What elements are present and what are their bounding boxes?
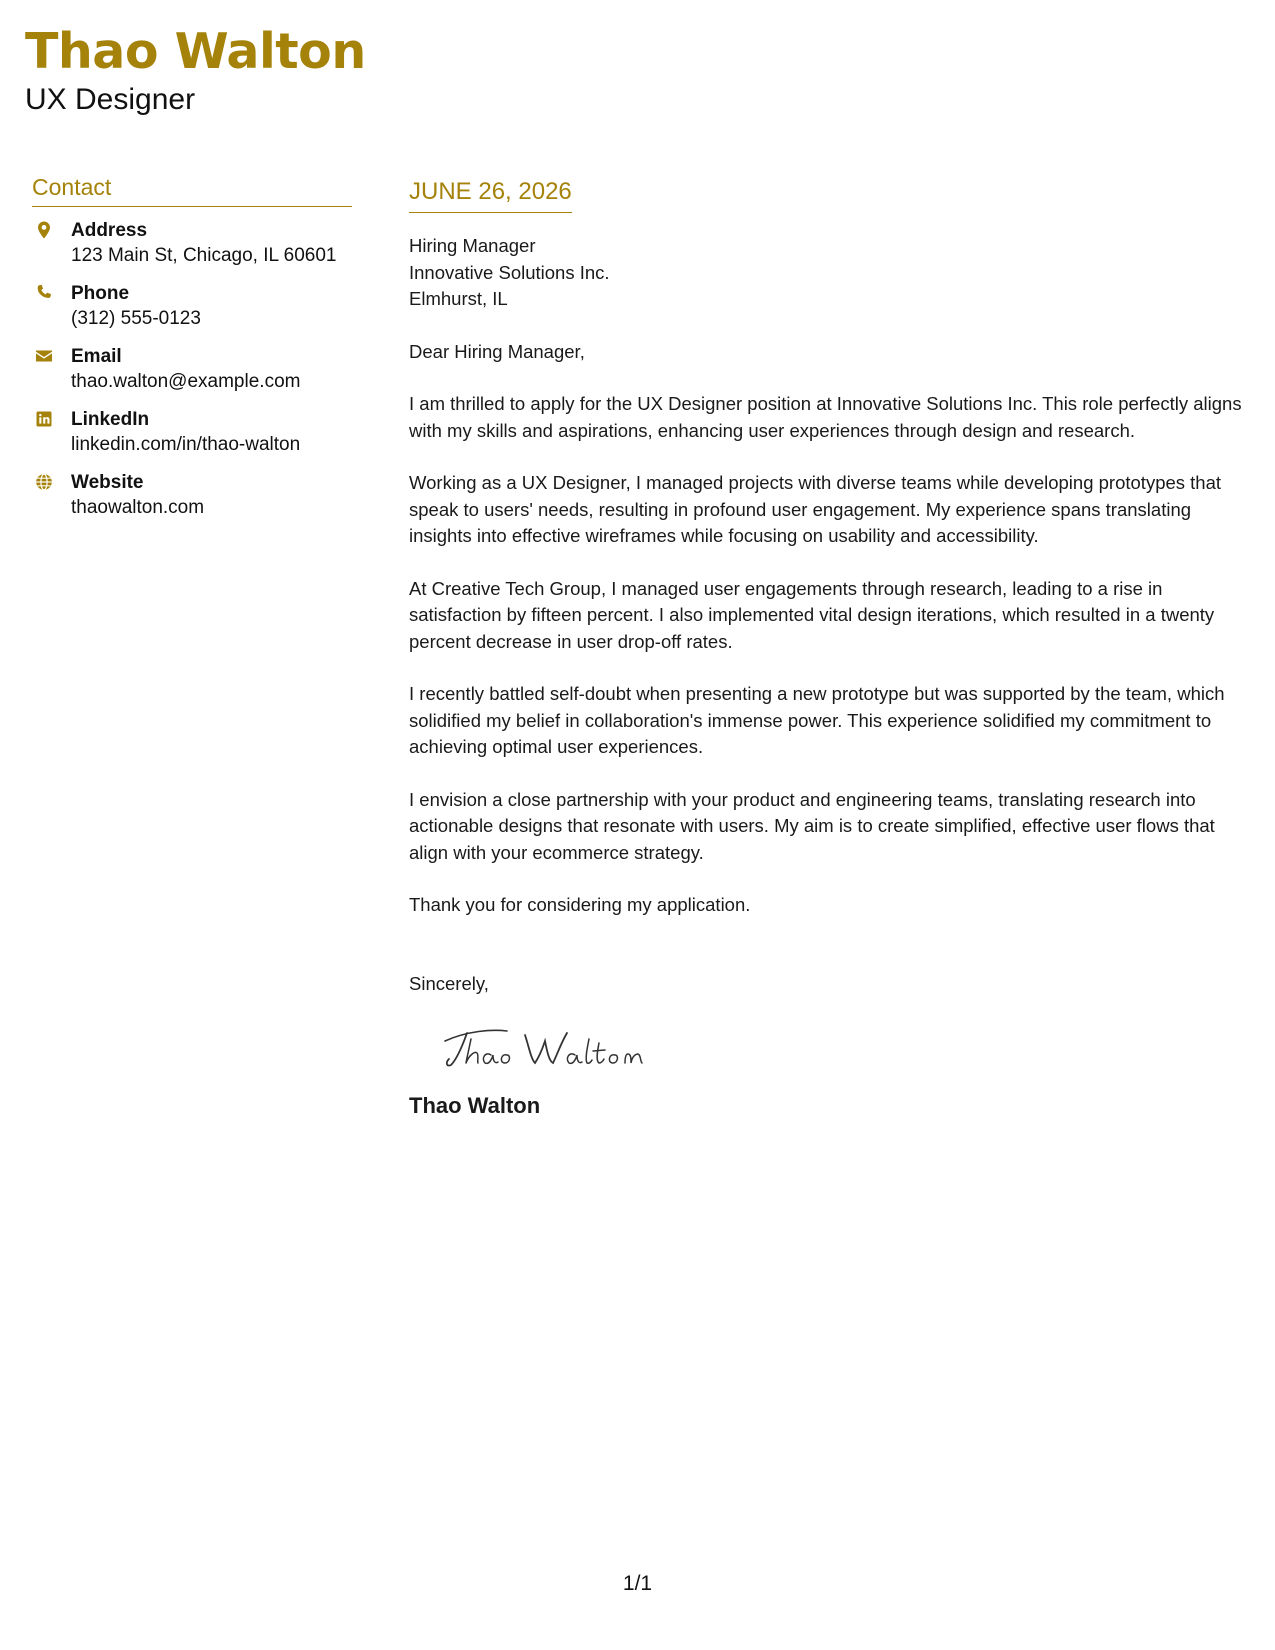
contact-label: LinkedIn (71, 409, 150, 430)
contact-item-phone (32, 282, 352, 331)
paragraph: Working as a UX Designer, I managed projects with diverse teams while developing prototypes that speak to users' needs, resulting in profound user engagement. My experience spans translating insights into effective wireframes while focusing on usability and accessibility. (409, 472, 1222, 546)
contact-label: Address (71, 220, 148, 241)
header (25, 22, 366, 118)
applicant-role: UX Designer (25, 83, 196, 116)
contact-label: Email (71, 346, 122, 367)
contact-item-address (32, 219, 352, 268)
contact-heading: Contact (32, 174, 352, 207)
handwritten-signature (437, 1017, 647, 1075)
contact-label: Phone (71, 283, 130, 304)
paragraph: At Creative Tech Group, I managed user engagements through research, leading to a rise in satisfaction by fifteen percent. I also implemented vital design iterations, which resulted in a twenty percent decrease in user drop-off rates. (409, 577, 1215, 652)
paragraph: Thank you for considering my application. (409, 894, 751, 915)
paragraph: I envision a close partnership with your product and engineering teams, translating research into actionable designs that resonate with users. My aim is to create simplified, effective user flows that align with your ecommerce strategy. (409, 788, 1215, 863)
phone-icon (34, 283, 54, 303)
address-value: 123 Main St, Chicago, IL 60601 (71, 245, 337, 266)
recipient-line: Hiring Manager (409, 235, 536, 256)
contact-item-email (32, 345, 352, 394)
website-value[interactable]: thaowalton.com (71, 497, 205, 518)
recipient-line: Innovative Solutions Inc. (409, 261, 610, 283)
recipient-block (409, 233, 1249, 313)
email-value[interactable]: thao.walton@example.com (71, 371, 301, 392)
envelope-icon (34, 346, 54, 366)
letter-date: JUNE 26, 2026 (409, 178, 572, 213)
closing: Sincerely, (409, 972, 489, 994)
signed-name: Thao Walton (409, 1093, 541, 1118)
greeting: Dear Hiring Manager, (409, 340, 585, 362)
letter-body (409, 178, 1249, 1119)
contact-item-website (32, 471, 352, 520)
applicant-name: Thao Walton (25, 23, 366, 80)
linkedin-value[interactable]: linkedin.com/in/thao-walton (71, 434, 301, 455)
contact-label: Website (71, 472, 144, 493)
phone-value: (312) 555-0123 (71, 308, 201, 329)
map-pin-icon (34, 220, 54, 240)
linkedin-icon (34, 409, 54, 429)
contact-item-linkedin (32, 408, 352, 457)
recipient-line: Elmhurst, IL (409, 288, 508, 309)
globe-icon (34, 472, 54, 492)
contact-sidebar (32, 174, 352, 534)
paragraph: I am thrilled to apply for the UX Designer position at Innovative Solutions Inc. This role perfectly aligns with my skills and aspirations, enhancing user experiences through design and research. (409, 393, 1242, 441)
paragraph: I recently battled self-doubt when presenting a new prototype but was supported by the team, which solidified my belief in collaboration's immense power. This experience solidified my commitment to achieving optimal user experiences. (409, 683, 1225, 757)
page-number: 1/1 (622, 1572, 653, 1595)
